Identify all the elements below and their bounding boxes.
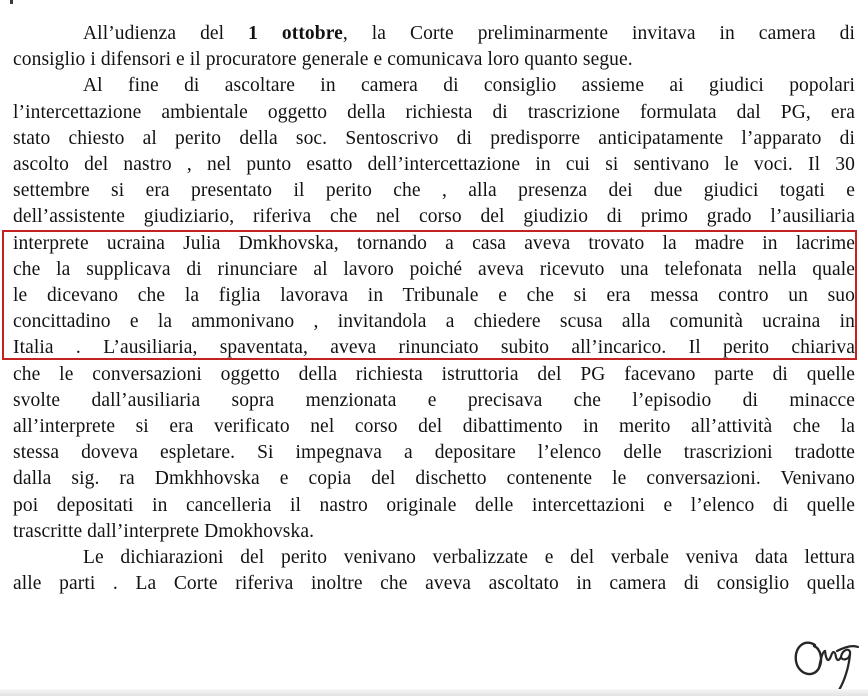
document-body	[13, 21, 855, 597]
scan-artifact-mark	[10, 0, 13, 4]
text-line: poi depositati in cancelleria il nastro originale delle intercettazioni e l’elenco di quelle	[13, 494, 855, 516]
text-line: settembre si era presentato il perito che , alla presenza dei due giudici togati e	[13, 180, 855, 202]
text-line: dalla sig. ra Dmkhhovska e copia del dischetto contenente le conversazioni. Venivano	[13, 468, 855, 490]
text-line: All’udienza del 1 ottobre, la Corte preliminarmente invitava in camera di	[83, 23, 855, 44]
text-line: trascritte dall’interprete Dmokhovska.	[13, 520, 315, 542]
text-line: che le conversazioni oggetto della richiesta istruttoria del PG facevano parte di quelle	[13, 363, 855, 385]
text-line: dell’assistente giudiziario, riferiva che nel corso del giudizio di primo grado l’ausiliaria	[13, 206, 855, 228]
text-line: che la supplicava di rinunciare al lavoro poiché aveva ricevuto una telefonata nella quale	[13, 258, 855, 280]
text-line: stato chiesto al perito della soc. Sentoscrivo di predisporre anticipatamente l’apparato di	[13, 127, 855, 149]
text-line: Italia . L’ausiliaria, spaventata, aveva rinunciato subito all’incarico. Il perito chiariva	[13, 337, 855, 359]
page-bottom-edge	[0, 689, 868, 696]
text-line: ascolto del nastro , nel punto esatto dell’intercettazione in cui si sentivano le voci. Il 30	[13, 154, 855, 176]
text-line: l’intercettazione ambientale oggetto della richiesta di trascrizione formulata dal PG, era	[13, 101, 855, 123]
signature-mark	[788, 630, 860, 694]
text-line: consiglio i difensori e il procuratore generale e comunicava loro quanto segue.	[13, 49, 633, 71]
text-line: Al fine di ascoltare in camera di consiglio assieme ai giudici popolari	[83, 75, 855, 97]
text-line: le dicevano che la figlia lavorava in Tribunale e che si era messa contro un suo	[13, 285, 855, 307]
text-line: all’interprete si era verificato nel corso del dibattimento in merito all’attività che la	[13, 416, 855, 438]
text-line: stessa doveva espletare. Si impegnava a depositare l’elenco delle trascrizioni tradotte	[13, 442, 855, 464]
text-line: alle parti . La Corte riferiva inoltre che aveva ascoltato in camera di consiglio quella	[13, 573, 855, 595]
text-line: svolte dall’ausiliaria sopra menzionata e precisava che l’episodio di minacce	[13, 389, 855, 411]
text-line: concittadino e la ammonivano , invitandola a chiedere scusa alla comunità ucraina in	[13, 311, 855, 333]
text-line: interprete ucraina Julia Dmkhovska, tornando a casa aveva trovato la madre in lacrime	[13, 232, 855, 254]
text-line: Le dichiarazioni del perito venivano verbalizzate e del verbale veniva data lettura	[83, 547, 855, 569]
